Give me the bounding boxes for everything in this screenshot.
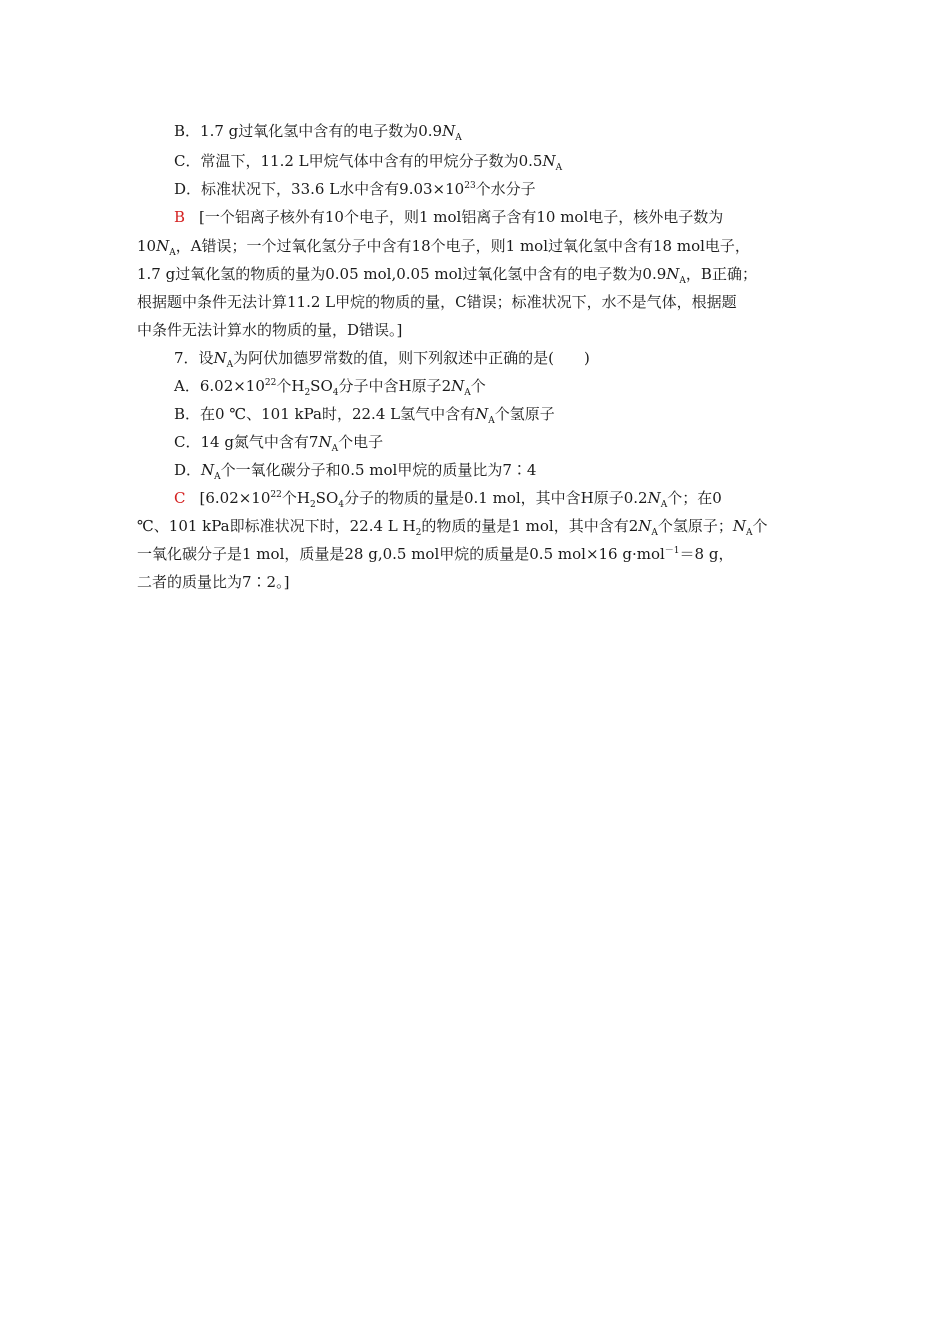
na-symbol: N [475,405,489,423]
subscript: 2 [415,528,422,538]
q7-option-a [174,376,486,396]
q6-explanation-line-5 [137,320,402,340]
na-subscript: A [455,133,462,143]
q7-explanation-line-3 [137,544,733,564]
q6-option-b [174,121,462,141]
q6-explanation-text: [一个铝离子核外有10个电子，则1 mol铝离子含有10 mol电子，核外电子数为 [199,208,724,226]
exponent: 22 [264,378,277,388]
q6-answer-letter: B [174,208,186,226]
q7-option-c-text: 个电子 [338,433,384,451]
subscript: 4 [338,500,344,510]
na-subscript: A [746,528,753,538]
exponent: 22 [270,490,282,500]
na-subscript: A [679,276,686,286]
na-symbol: N [666,265,680,283]
q6-option-d-text: D．标准状况下，33.6 L水中含有9.03×10 [174,180,465,198]
q7-option-a-text: A．6.02×10 [174,377,265,395]
q7-explanation-text: 个；在0 [667,489,722,507]
q7-explanation-text: [6.02×10 [199,489,271,507]
q7-option-b [174,404,555,424]
q7-explanation-text: 个氢原子； [657,517,733,535]
q7-option-d-text: 个一氧化碳分子和0.5 mol甲烷的质量比为7∶4 [220,461,537,479]
q7-stem [174,348,590,368]
q7-stem-text: 为阿伏加德罗常数的值，则下列叙述中正确的是( ) [233,349,590,367]
q6-option-d-tail: 个水分子 [475,180,536,198]
na-symbol: N [156,237,170,255]
q7-option-a-text: SO [310,377,333,395]
q7-stem-text: 7．设 [174,349,214,367]
q7-explanation-text: 二者的质量比为7∶2。] [137,573,290,591]
q6-explanation-text: ，A错误；一个过氧化氢分子中含有18个电子，则1 mol过氧化氢中含有18 mol电子， [175,237,750,255]
q7-option-d-label: D． [174,461,202,479]
q6-explanation-text: ，B正确； [685,265,757,283]
na-symbol: N [213,349,227,367]
q6-option-b-text: B．1.7 g过氧化氢中含有的电子数为0.9 [174,122,443,140]
q7-explanation-text: 一氧化碳分子是1 mol，质量是28 g,0.5 mol甲烷的质量是0.5 mol×16 g·mol [137,545,665,563]
q6-explanation-text: 1.7 g过氧化氢的物质的量为0.05 mol,0.05 mol过氧化氢中含有的电子数为0.9 [137,265,667,283]
q6-explanation-line-4 [137,292,737,312]
na-subscript: A [169,248,176,258]
q7-answer-letter: C [174,489,186,507]
na-subscript: A [226,360,234,370]
q7-explanation-text: 的物质的量是1 mol，其中含有2 [421,517,639,535]
exponent: 23 [464,181,476,191]
na-subscript: A [331,444,339,454]
na-symbol: N [318,433,332,451]
q7-explanation-text: 个H [281,489,310,507]
q7-explanation-text: ＝8 g， [679,545,734,563]
q7-option-b-text: B．在0 ℃、101 kPa时，22.4 L氢气中含有 [174,405,476,423]
q7-explanation-text: 个 [752,517,768,535]
q6-option-c-text: C．常温下，11.2 L甲烷气体中含有的甲烷分子数为0.5 [174,152,543,170]
q6-explanation-text: 根据题中条件无法计算11.2 L甲烷的物质的量，C错误；标准状况下，水不是气体，根据题 [137,293,737,311]
q7-option-a-text: 个H [276,377,305,395]
q7-option-a-text: 个 [470,377,486,395]
na-symbol: N [442,122,456,140]
q6-explanation-text: 中条件无法计算水的物质的量，D错误。] [137,321,403,339]
na-symbol: N [542,152,556,170]
na-subscript: A [464,388,471,398]
na-symbol: N [647,489,661,507]
q7-explanation-text: ℃、101 kPa即标准状况下时，22.4 L H [137,517,416,535]
q7-option-b-text: 个氢原子 [494,405,555,423]
q7-explanation-text: 分子的物质的量是0.1 mol，其中含H原子0.2 [343,489,648,507]
q7-option-c-text: C．14 g氮气中含有7 [174,433,319,451]
q6-option-d [174,179,536,199]
subscript: 2 [309,500,316,510]
na-subscript: A [555,163,563,173]
q7-explanation-text: SO [315,489,339,507]
na-symbol: N [451,377,465,395]
q7-option-a-text: 分子中含H原子2 [338,377,452,395]
exponent: －1 [664,546,680,556]
q6-explanation-line-3 [137,264,757,284]
subscript: 2 [304,388,311,398]
q7-explanation-line-2 [137,516,768,536]
na-symbol: N [732,517,747,535]
q6-explanation-line-2 [137,236,750,256]
na-subscript: A [660,500,668,510]
q6-explanation-text: 10 [137,237,157,255]
na-subscript: A [214,472,221,482]
na-symbol: N [201,461,215,479]
na-symbol: N [638,517,652,535]
q7-explanation-line-1 [174,488,722,508]
q6-explanation-line-1 [174,207,723,227]
subscript: 4 [332,388,339,398]
q7-option-c [174,432,383,452]
q7-option-d [174,460,536,480]
q6-option-c [174,151,562,171]
q7-explanation-line-4 [137,572,289,592]
na-subscript: A [488,416,495,426]
na-subscript: A [651,528,658,538]
